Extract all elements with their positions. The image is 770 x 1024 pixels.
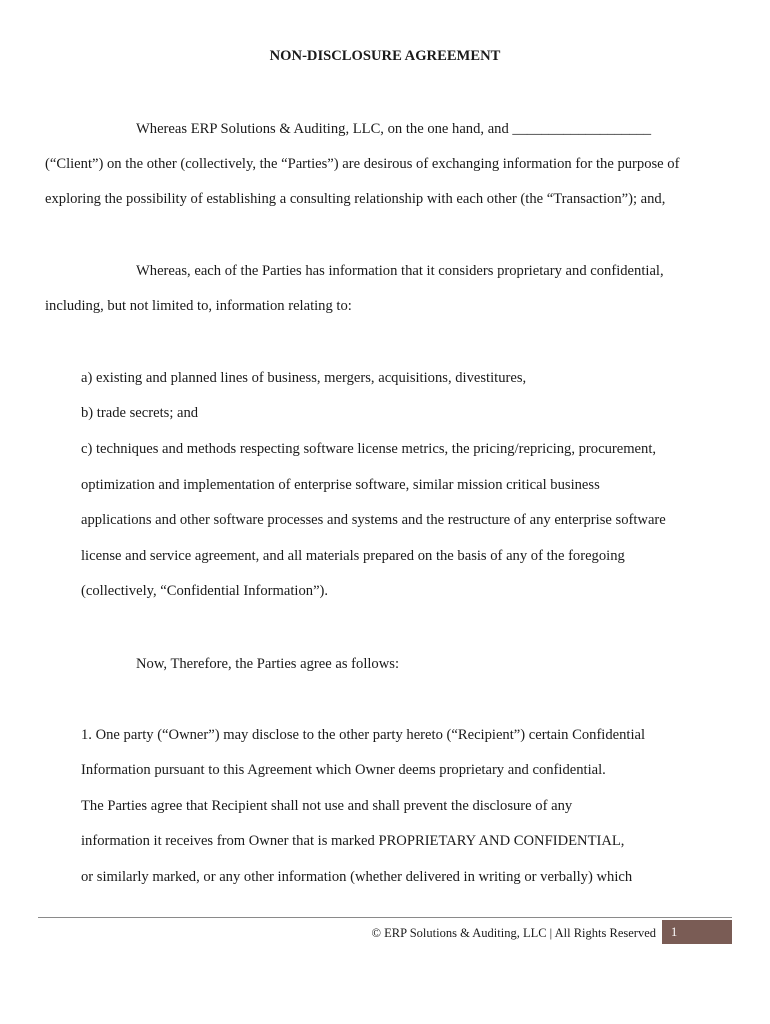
footer-divider: [38, 917, 732, 918]
list-item-continuation: optimization and implementation of enterprise software, similar mission critical business: [81, 477, 600, 493]
clause-line: 1. One party (“Owner”) may disclose to the other party hereto (“Recipient”) certain Confidential: [81, 727, 646, 743]
paragraph-line: (“Client”) on the other (collectively, the “Parties”) are desirous of exchanging information for the purpose of: [45, 156, 680, 172]
footer-copyright: © ERP Solutions & Auditing, LLC | All Rights Reserved: [371, 926, 656, 940]
clause-line: Information pursuant to this Agreement which Owner deems proprietary and confidential.: [81, 762, 606, 778]
clause-line: or similarly marked, or any other information (whether delivered in writing or verbally) which: [81, 869, 633, 885]
paragraph-line: including, but not limited to, information relating to:: [45, 298, 352, 314]
list-item: c) techniques and methods respecting software license metrics, the pricing/repricing, procurement,: [81, 441, 657, 457]
paragraph-line: Whereas ERP Solutions & Auditing, LLC, on the one hand, and ___________________: [136, 121, 652, 137]
list-item-continuation: (collectively, “Confidential Information”).: [81, 583, 329, 599]
paragraph-line: Now, Therefore, the Parties agree as follows:: [136, 656, 400, 672]
paragraph-line: exploring the possibility of establishing a consulting relationship with each other (the “Transaction”); and,: [45, 191, 666, 207]
clause-line: information it receives from Owner that is marked PROPRIETARY AND CONFIDENTIAL,: [81, 833, 625, 849]
page-number-badge: 1: [662, 920, 732, 944]
clause-line: The Parties agree that Recipient shall not use and shall prevent the disclosure of any: [81, 798, 573, 814]
document-title: NON-DISCLOSURE AGREEMENT: [269, 48, 501, 64]
list-item: b) trade secrets; and: [81, 405, 199, 421]
list-item: a) existing and planned lines of business, mergers, acquisitions, divestitures,: [81, 370, 527, 386]
paragraph-line: Whereas, each of the Parties has information that it considers proprietary and confidential,: [136, 263, 664, 279]
list-item-continuation: license and service agreement, and all materials prepared on the basis of any of the foregoing: [81, 548, 625, 564]
list-item-continuation: applications and other software processes and systems and the restructure of any enterprise software: [81, 512, 666, 528]
